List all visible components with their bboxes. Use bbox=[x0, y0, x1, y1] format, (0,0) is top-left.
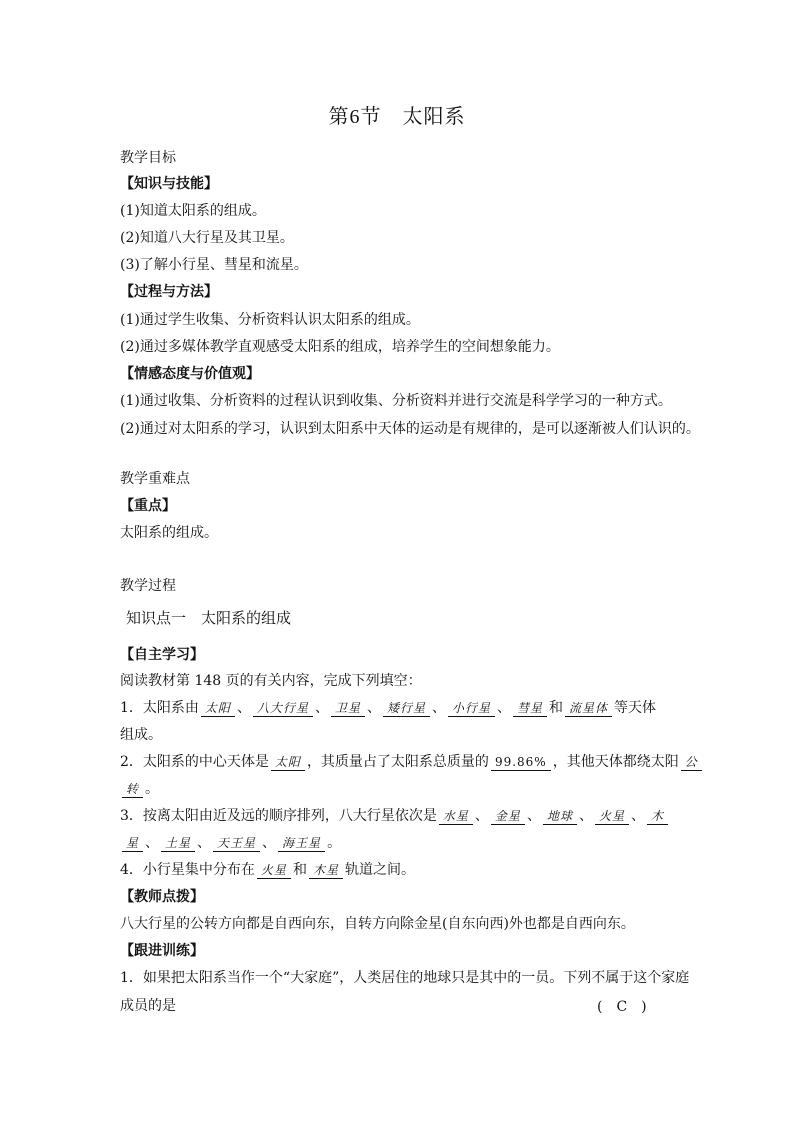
answer-blank: 八大行星 bbox=[253, 700, 313, 717]
answer-blank: 彗星 bbox=[513, 700, 547, 717]
answer-blank: 海王星 bbox=[278, 835, 325, 852]
keypoints-heading: 教学重难点 bbox=[120, 471, 190, 487]
answer-blank: 水星 bbox=[439, 808, 473, 825]
self-study-label: 【自主学习】 bbox=[120, 647, 204, 663]
attitude-label: 【情感态度与价值观】 bbox=[120, 366, 260, 382]
answer-blank: 星 bbox=[122, 835, 143, 852]
answer-blank: 矮行星 bbox=[383, 700, 430, 717]
training-question-1: 1．如果把太阳系当作一个“大家庭”，人类居住的地球只是其中的一员。下列不属于这个家庭 bbox=[120, 970, 690, 986]
attitude-item: (1)通过收集、分析资料的过程认识到收集、分析资料并进行交流是科学学习的一种方式。 bbox=[120, 393, 672, 409]
process-item: (2)通过多媒体教学直观感受太阳系的组成，培养学生的空间想象能力。 bbox=[120, 339, 560, 355]
knowledge-label: 【知识与技能】 bbox=[120, 176, 218, 192]
answer-blank: 地球 bbox=[543, 808, 577, 825]
answer-blank: 金星 bbox=[491, 808, 525, 825]
teacher-tips-text: 八大行星的公转方向都是自西向东，自转方向除金星(自东向西)外也都是自西向东。 bbox=[120, 916, 635, 932]
answer-blank: 火星 bbox=[257, 862, 291, 879]
attitude-item: (2)通过对太阳系的学习，认识到太阳系中天体的运动是有规律的，是可以逐渐被人们认识的。 bbox=[120, 421, 700, 437]
knowledge-item: (1)知道太阳系的组成。 bbox=[120, 203, 266, 219]
reading-instruction: 阅读教材第 148 页的有关内容，完成下列填空： bbox=[120, 673, 422, 689]
answer-blank: 太阳 bbox=[271, 754, 305, 771]
answer-blank: 公 bbox=[681, 754, 702, 771]
goals-heading: 教学目标 bbox=[120, 150, 176, 166]
title-suffix: 节 bbox=[360, 104, 382, 128]
answer-blank: 木星 bbox=[309, 862, 343, 879]
question-2-continued: 转 。 bbox=[120, 779, 720, 799]
process-item: (1)通过学生收集、分析资料认识太阳系的组成。 bbox=[120, 312, 420, 328]
answer-blank: 卫星 bbox=[331, 700, 365, 717]
process-heading: 教学过程 bbox=[120, 578, 176, 594]
question-3-continued: 星 、 土星 、 天王星 、 海王星 。 bbox=[120, 833, 720, 853]
teacher-tips-label: 【教师点拨】 bbox=[120, 889, 204, 905]
page-title bbox=[0, 100, 794, 129]
answer-blank: 小行星 bbox=[448, 700, 495, 717]
training-question-1-continued: 成员的是 bbox=[120, 998, 176, 1014]
keypoint-text: 太阳系的组成。 bbox=[120, 525, 218, 541]
question-1: 1．太阳系由 太阳 、 八大行星 、 卫星 、 矮行星 、 小行星 、 彗星 和 流星体 等天体 bbox=[120, 700, 657, 716]
section-name: 太阳系 bbox=[402, 104, 466, 128]
title-prefix: 第 bbox=[328, 104, 350, 128]
answer-blank: 99.86% bbox=[491, 754, 551, 771]
knowledge-item: (3)了解小行星、彗星和流星。 bbox=[120, 257, 308, 273]
process-label: 【过程与方法】 bbox=[120, 284, 218, 300]
keypoint-label: 【重点】 bbox=[120, 498, 176, 514]
answer-blank: 土星 bbox=[161, 835, 195, 852]
knowledge-item: (2)知道八大行星及其卫星。 bbox=[120, 230, 294, 246]
answer-blank: 火星 bbox=[595, 808, 629, 825]
answer-blank: 太阳 bbox=[201, 700, 235, 717]
answer-blank: 转 bbox=[122, 781, 143, 798]
knowledge-point-title: 知识点一 太阳系的组成 bbox=[126, 609, 292, 627]
answer-choice: ( C ) bbox=[597, 999, 647, 1015]
question-3: 3．按离太阳由近及远的顺序排列，八大行星依次是 水星 、 金星 、 地球 、 火星 、 木 bbox=[120, 806, 720, 826]
section-number: 6 bbox=[349, 106, 361, 128]
answer-blank: 天王星 bbox=[213, 835, 260, 852]
answer-blank: 流星体 bbox=[565, 700, 612, 717]
question-2: 2．太阳系的中心天体是 太阳 ，其质量占了太阳系总质量的 99.86% ，其他天体都绕太阳 公 bbox=[120, 752, 720, 772]
answer-blank: 木 bbox=[647, 808, 668, 825]
training-label: 【跟进训练】 bbox=[120, 943, 204, 959]
question-1-continued: 组成。 bbox=[120, 727, 162, 743]
question-4: 4．小行星集中分布在 火星 和 木星 轨道之间。 bbox=[120, 862, 415, 878]
